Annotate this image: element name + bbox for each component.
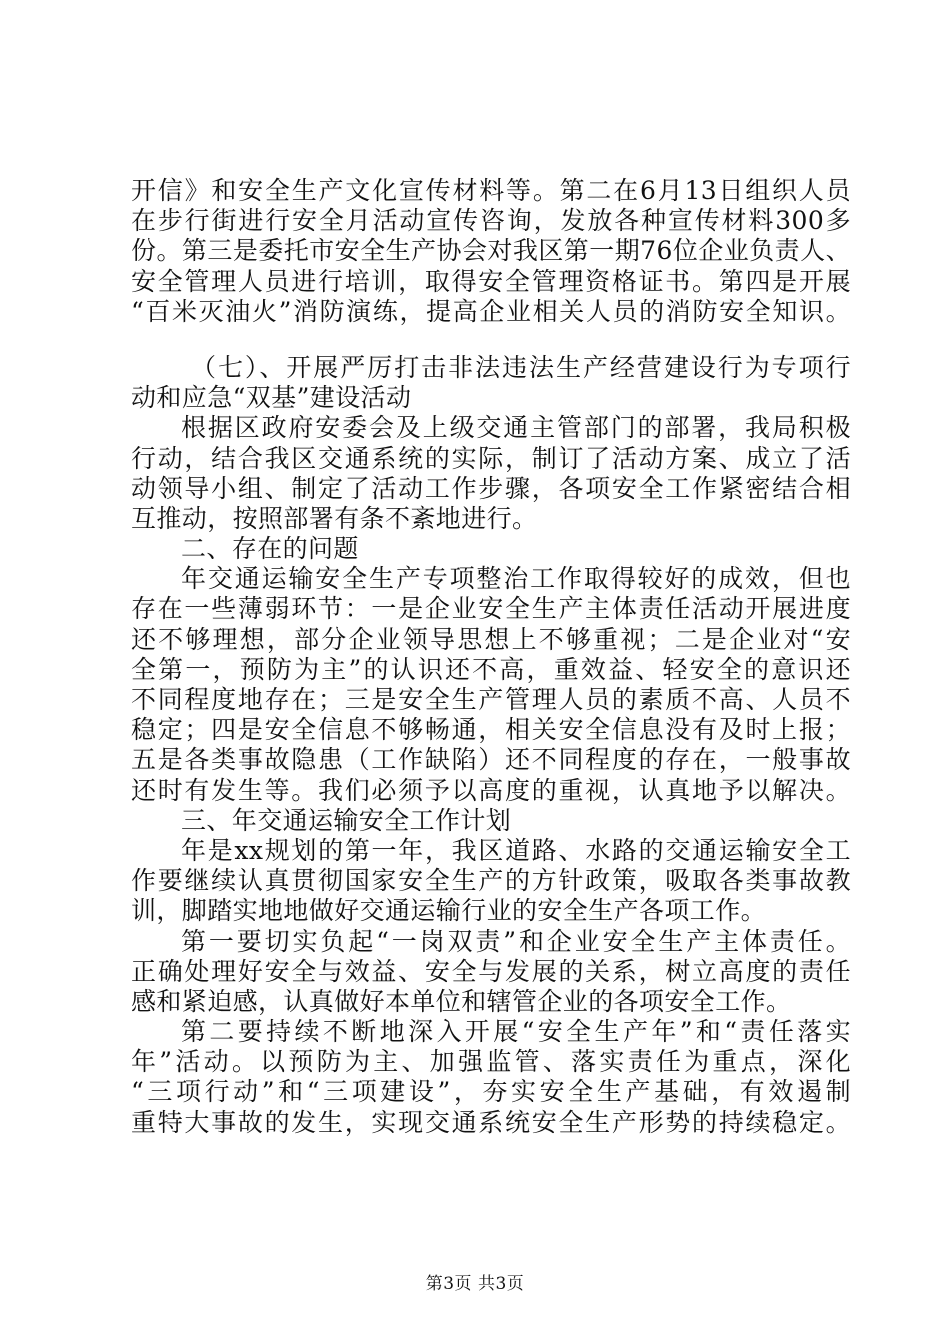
text-line: 感和紧迫感，认真做好本单位和辖管企业的各项安全工作。 xyxy=(131,986,792,1016)
section-heading: 三、年交通运输安全工作计划 xyxy=(181,805,512,835)
text-line: 五是各类事故隐患（工作缺陷）还不同程度的存在，一般事故 xyxy=(131,745,851,775)
section-heading-line: 动和应急“双基”建设活动 xyxy=(131,383,412,413)
paragraph-gap xyxy=(131,327,851,353)
text-line: 开信》和安全生产文化宣传材料等。第二在6月13日组织人员 xyxy=(131,176,851,205)
text-line: 重特大事故的发生，实现交通系统安全生产形势的持续稳定。 xyxy=(131,1107,851,1137)
text-line: 安全管理人员进行培训，取得安全管理资格证书。第四是开展 xyxy=(131,266,851,296)
text-line: 全第一，预防为主”的认识还不高，重效益、轻安全的意识还 xyxy=(131,654,851,684)
text-line: 年交通运输安全生产专项整治工作取得较好的成效，但也 xyxy=(181,564,851,594)
text-line: 还不够理想，部分企业领导思想上不够重视；二是企业对“安 xyxy=(131,624,851,654)
text-line: 互推动，按照部署有条不紊地进行。 xyxy=(131,503,538,533)
text-line: 第一要切实负起“一岗双责”和企业安全生产主体责任。 xyxy=(181,926,851,956)
text-line: 根据区政府安委会及上级交通主管部门的部署，我局积极 xyxy=(181,413,851,443)
text-line: 份。第三是委托市安全生产协会对我区第一期76位企业负责人、 xyxy=(131,236,851,266)
text-line: 稳定；四是安全信息不够畅通，相关安全信息没有及时上报； xyxy=(131,715,851,745)
text-line: 作要继续认真贯彻国家安全生产的方针政策，吸取各类事故教 xyxy=(131,866,851,896)
text-line: 不同程度地存在；三是安全生产管理人员的素质不高、人员不 xyxy=(131,685,851,714)
text-line: 行动，结合我区交通系统的实际，制订了活动方案、成立了活 xyxy=(131,443,851,473)
section-heading: 二、存在的问题 xyxy=(181,534,359,564)
text-line: “三项行动”和“三项建设”，夯实安全生产基础，有效遏制 xyxy=(131,1077,851,1107)
page-number: 第3页 共3页 xyxy=(425,1274,525,1294)
text-line: 动领导小组、制定了活动工作步骤，各项安全工作紧密结合相 xyxy=(131,473,851,503)
text-line: 年是xx规划的第一年，我区道路、水路的交通运输安全工 xyxy=(181,835,851,865)
section-heading-line: （七）、开展严厉打击非法违法生产经营建设行为专项行 xyxy=(191,352,851,382)
text-line: 在步行街进行安全月活动宣传咨询，发放各种宣传材料300多 xyxy=(131,206,851,236)
text-line: “百米灭油火”消防演练，提高企业相关人员的消防安全知识。 xyxy=(131,296,851,326)
text-line: 还时有发生等。我们必须予以高度的重视，认真地予以解决。 xyxy=(131,775,851,805)
text-line: 第二要持续不断地深入开展“安全生产年”和“责任落实 xyxy=(181,1017,851,1047)
text-line: 存在一些薄弱环节：一是企业安全生产主体责任活动开展进度 xyxy=(131,594,851,624)
document-body xyxy=(131,176,851,1138)
text-line: 训，脚踏实地地做好交通运输行业的安全生产各项工作。 xyxy=(131,896,767,926)
text-line: 年”活动。以预防为主、加强监管、落实责任为重点，深化 xyxy=(131,1047,851,1077)
text-line: 正确处理好安全与效益、安全与发展的关系，树立高度的责任 xyxy=(131,956,851,986)
